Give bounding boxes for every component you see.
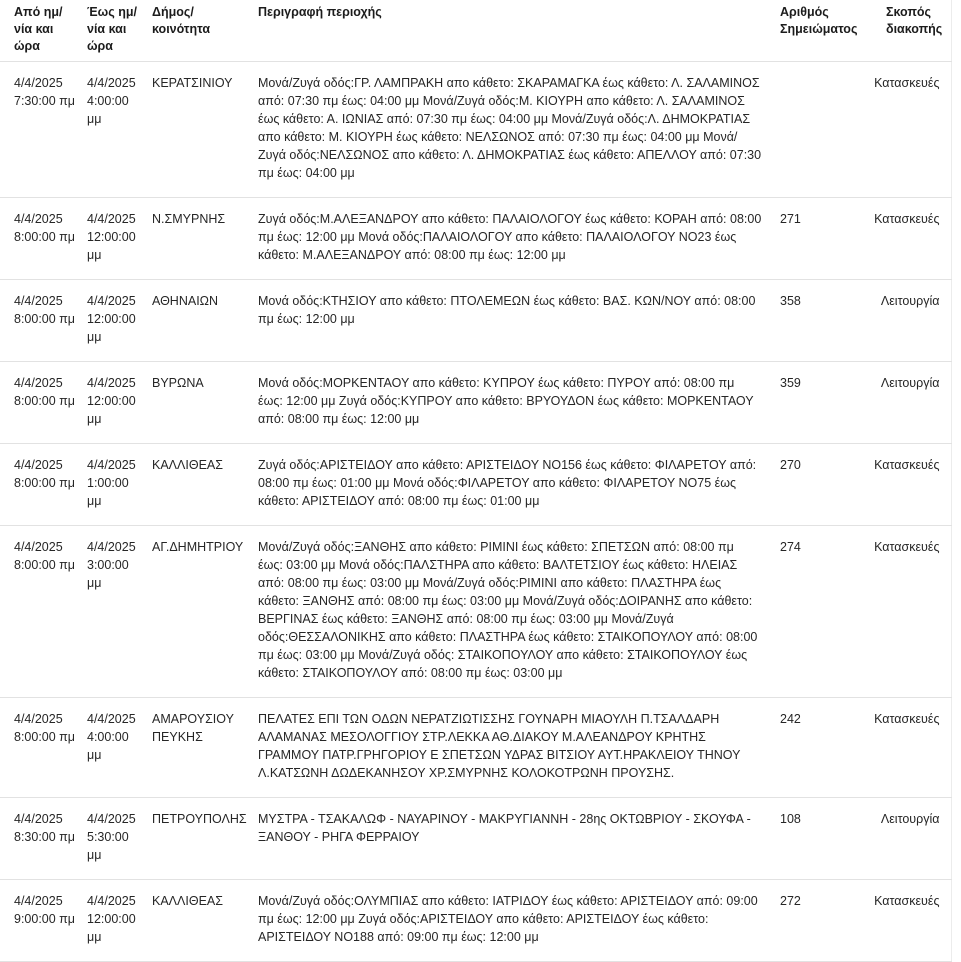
note-number-cell: 270	[772, 444, 866, 526]
to-datetime-cell: 4/4/2025 3:00:00 μμ	[80, 526, 146, 698]
note-number-cell: 274	[772, 526, 866, 698]
note-number-cell: 108	[772, 798, 866, 880]
table-row	[0, 62, 951, 198]
col-header-outage-purpose: Σκοπός διακοπής	[866, 0, 951, 62]
table-body	[0, 62, 951, 962]
note-number-cell: 358	[772, 280, 866, 362]
municipality-cell: ΑΓ.ΔΗΜΗΤΡΙΟΥ	[146, 526, 252, 698]
area-description-cell: ΠΕΛΑΤΕΣ ΕΠΙ ΤΩΝ ΟΔΩΝ ΝΕΡΑΤΖΙΩΤΙΣΣΗΣ ΓΟΥΝΑΡΗ ΜΙΑΟΥΛΗ Π.ΤΣΑΛΔΑΡΗ ΑΛΑΜΑΝΑΣ ΜΕΣΟΛΟΓΓΙΟΥ ΣΤΡ.ΛΕΚΚΑ ΑΘ.ΔΙΑΚΟΥ Μ.ΑΛΕΑΝΔΡΟΥ ΚΡΗΤΗΣ ΓΡΑΜΜΟΥ ΠΑΤΡ.ΓΡΗΓΟΡΙΟΥ Ε ΣΠΕΤΣΩΝ ΥΔΡΑΣ ΒΙΤΣΙΟΥ ΑΥΤ.ΗΡΑΚΛΕΙΟΥ ΤΗΝΟΥ Λ.ΚΑΤΣΩΝΗ ΔΩΔΕΚΑΝΗΣΟΥ ΧΡ.ΣΜΥΡΝΗΣ ΚΟΛΟΚΟΤΡΩΝΗ ΠΡΟΥΣΗΣ.	[252, 698, 772, 798]
area-description-cell: Μονά/Ζυγά οδός:ΟΛΥΜΠΙΑΣ απο κάθετο: ΙΑΤΡΙΔΟΥ έως κάθετο: ΑΡΙΣΤΕΙΔΟΥ από: 09:00 πμ έως: 12:00 μμ Ζυγά οδός:ΑΡΙΣΤΕΙΔΟΥ απο κάθετο: ΑΡΙΣΤΕΙΔΟΥ έως κάθετο: ΑΡΙΣΤΕΙΔΟΥ ΝΟ188 από: 09:00 πμ έως: 12:00 μμ	[252, 880, 772, 962]
from-datetime-cell: 4/4/2025 9:00:00 πμ	[0, 880, 80, 962]
table-row	[0, 526, 951, 698]
to-datetime-cell: 4/4/2025 12:00:00 μμ	[80, 362, 146, 444]
municipality-cell: ΚΑΛΛΙΘΕΑΣ	[146, 880, 252, 962]
to-datetime-cell: 4/4/2025 4:00:00 μμ	[80, 698, 146, 798]
col-header-municipality: Δήμος/κοινότητα	[146, 0, 252, 62]
area-description-cell: Μονά/Ζυγά οδός:ΞΑΝΘΗΣ απο κάθετο: ΡΙΜΙΝΙ έως κάθετο: ΣΠΕΤΣΩΝ από: 08:00 πμ έως: 03:00 μμ Μονά οδός:ΠΑΛΣΤΗΡΑ απο κάθετο: ΒΑΛΤΕΤΣΙΟΥ έως κάθετο: ΗΛΕΙΑΣ από: 08:00 πμ έως: 03:00 μμ Μονά/Ζυγά οδός:ΡΙΜΙΝΙ απο κάθετο: ΠΛΑΣΤΗΡΑ έως κάθετο: ΞΑΝΘΗΣ από: 08:00 πμ έως: 03:00 μμ Μονά/Ζυγά οδός:ΔΟΙΡΑΝΗΣ απο κάθετο: ΒΕΡΓΙΝΑΣ έως κάθετο: ΞΑΝΘΗΣ από: 08:00 πμ έως: 03:00 μμ Μονά/Ζυγά οδός:ΘΕΣΣΑΛΟΝΙΚΗΣ απο κάθετο: ΠΛΑΣΤΗΡΑ έως κάθετο: ΣΤΑΙΚΟΠΟΥΛΟΥ από: 08:00 πμ έως: 03:00 μμ Μονά/Ζυγά οδός: ΣΤΑΙΚΟΠΟΥΛΟΥ απο κάθετο: ΣΤΑΙΚΟΠΟΥΛΟΥ έως κάθετο: ΣΤΑΙΚΟΠΟΥΛΟΥ από: 08:00 πμ έως: 03:00 μμ	[252, 526, 772, 698]
municipality-cell: ΑΜΑΡΟΥΣΙΟΥ ΠΕΥΚΗΣ	[146, 698, 252, 798]
col-header-to-datetime: Έως ημ/νία και ώρα	[80, 0, 146, 62]
table-row	[0, 698, 951, 798]
table-row	[0, 362, 951, 444]
outage-purpose-cell: Λειτουργία	[866, 362, 951, 444]
to-datetime-cell: 4/4/2025 5:30:00 μμ	[80, 798, 146, 880]
outage-purpose-cell: Κατασκευές	[866, 444, 951, 526]
from-datetime-cell: 4/4/2025 8:00:00 πμ	[0, 526, 80, 698]
note-number-cell: 242	[772, 698, 866, 798]
area-description-cell: ΜΥΣΤΡΑ - ΤΣΑΚΑΛΩΦ - ΝΑΥΑΡΙΝΟΥ - ΜΑΚΡΥΓΙΑΝΝΗ - 28ης ΟΚΤΩΒΡΙΟΥ - ΣΚΟΥΦΑ - ΞΑΝΘΟΥ - ΡΗΓΑ ΦΕΡΡΑΙΟΥ	[252, 798, 772, 880]
from-datetime-cell: 4/4/2025 8:30:00 πμ	[0, 798, 80, 880]
note-number-cell: 271	[772, 198, 866, 280]
area-description-cell: Μονά/Ζυγά οδός:ΓΡ. ΛΑΜΠΡΑΚΗ απο κάθετο: ΣΚΑΡΑΜΑΓΚΑ έως κάθετο: Λ. ΣΑΛΑΜΙΝΟΣ από: 07:30 πμ έως: 04:00 μμ Μονά/Ζυγά οδός:Μ. ΚΙΟΥΡΗ απο κάθετο: Λ. ΣΑΛΑΜΙΝΟΣ έως κάθετο: Α. ΙΩΝΙΑΣ από: 07:30 πμ έως: 04:00 μμ Μονά/Ζυγά οδός:Λ. ΔΗΜΟΚΡΑΤΙΑΣ απο κάθετο: Μ. ΚΙΟΥΡΗ έως κάθετο: ΝΕΛΣΩΝΟΣ από: 07:30 πμ έως: 04:00 μμ Μονά/Ζυγά οδός:ΝΕΛΣΩΝΟΣ απο κάθετο: Λ. ΔΗΜΟΚΡΑΤΙΑΣ έως κάθετο: ΑΠΕΛΛΟΥ από: 07:30 πμ έως: 04:00 μμ	[252, 62, 772, 198]
note-number-cell: 272	[772, 880, 866, 962]
outage-purpose-cell: Λειτουργία	[866, 280, 951, 362]
to-datetime-cell: 4/4/2025 12:00:00 μμ	[80, 280, 146, 362]
to-datetime-cell: 4/4/2025 1:00:00 μμ	[80, 444, 146, 526]
municipality-cell: Ν.ΣΜΥΡΝΗΣ	[146, 198, 252, 280]
from-datetime-cell: 4/4/2025 8:00:00 πμ	[0, 698, 80, 798]
from-datetime-cell: 4/4/2025 8:00:00 πμ	[0, 280, 80, 362]
table-row	[0, 880, 951, 962]
col-header-note-number: Αριθμός Σημειώματος	[772, 0, 866, 62]
table-row	[0, 798, 951, 880]
to-datetime-cell: 4/4/2025 12:00:00 μμ	[80, 198, 146, 280]
table-row	[0, 280, 951, 362]
table-row	[0, 198, 951, 280]
outage-purpose-cell: Κατασκευές	[866, 198, 951, 280]
note-number-cell	[772, 62, 866, 198]
area-description-cell: Μονά οδός:ΚΤΗΣΙΟΥ απο κάθετο: ΠΤΟΛΕΜΕΩΝ έως κάθετο: ΒΑΣ. ΚΩΝ/ΝΟΥ από: 08:00 πμ έως: 12:00 μμ	[252, 280, 772, 362]
header-row	[0, 0, 951, 62]
area-description-cell: Μονά οδός:ΜΟΡΚΕΝΤΑΟΥ απο κάθετο: ΚΥΠΡΟΥ έως κάθετο: ΠΥΡΟΥ από: 08:00 πμ έως: 12:00 μμ Ζυγά οδός:ΚΥΠΡΟΥ απο κάθετο: ΒΡΥΟΥΔΟΝ έως κάθετο: ΜΟΡΚΕΝΤΑΟΥ από: 08:00 πμ έως: 12:00 μμ	[252, 362, 772, 444]
municipality-cell: ΠΕΤΡΟΥΠΟΛΗΣ	[146, 798, 252, 880]
outage-purpose-cell: Κατασκευές	[866, 698, 951, 798]
to-datetime-cell: 4/4/2025 4:00:00 μμ	[80, 62, 146, 198]
municipality-cell: ΚΑΛΛΙΘΕΑΣ	[146, 444, 252, 526]
outage-purpose-cell: Κατασκευές	[866, 62, 951, 198]
municipality-cell: ΑΘΗΝΑΙΩΝ	[146, 280, 252, 362]
area-description-cell: Ζυγά οδός:Μ.ΑΛΕΞΑΝΔΡΟΥ απο κάθετο: ΠΑΛΑΙΟΛΟΓΟΥ έως κάθετο: ΚΟΡΑΗ από: 08:00 πμ έως: 12:00 μμ Μονά οδός:ΠΑΛΑΙΟΛΟΓΟΥ απο κάθετο: ΠΑΛΑΙΟΛΟΓΟΥ ΝΟ23 έως κάθετο: Μ.ΑΛΕΞΑΝΔΡΟΥ από: 08:00 πμ έως: 12:00 μμ	[252, 198, 772, 280]
note-number-cell: 359	[772, 362, 866, 444]
from-datetime-cell: 4/4/2025 7:30:00 πμ	[0, 62, 80, 198]
col-header-area-description: Περιγραφή περιοχής	[252, 0, 772, 62]
area-description-cell: Ζυγά οδός:ΑΡΙΣΤΕΙΔΟΥ απο κάθετο: ΑΡΙΣΤΕΙΔΟΥ ΝΟ156 έως κάθετο: ΦΙΛΑΡΕΤΟΥ από: 08:00 πμ έως: 01:00 μμ Μονά οδός:ΦΙΛΑΡΕΤΟΥ απο κάθετο: ΦΙΛΑΡΕΤΟΥ ΝΟ75 έως κάθετο: ΑΡΙΣΤΕΙΔΟΥ από: 08:00 πμ έως: 01:00 μμ	[252, 444, 772, 526]
municipality-cell: ΚΕΡΑΤΣΙΝΙΟΥ	[146, 62, 252, 198]
from-datetime-cell: 4/4/2025 8:00:00 πμ	[0, 362, 80, 444]
from-datetime-cell: 4/4/2025 8:00:00 πμ	[0, 198, 80, 280]
col-header-from-datetime: Από ημ/νία και ώρα	[0, 0, 80, 62]
outage-purpose-cell: Κατασκευές	[866, 526, 951, 698]
from-datetime-cell: 4/4/2025 8:00:00 πμ	[0, 444, 80, 526]
outage-purpose-cell: Κατασκευές	[866, 880, 951, 962]
outage-purpose-cell: Λειτουργία	[866, 798, 951, 880]
table-row	[0, 444, 951, 526]
municipality-cell: ΒΥΡΩΝΑ	[146, 362, 252, 444]
to-datetime-cell: 4/4/2025 12:00:00 μμ	[80, 880, 146, 962]
